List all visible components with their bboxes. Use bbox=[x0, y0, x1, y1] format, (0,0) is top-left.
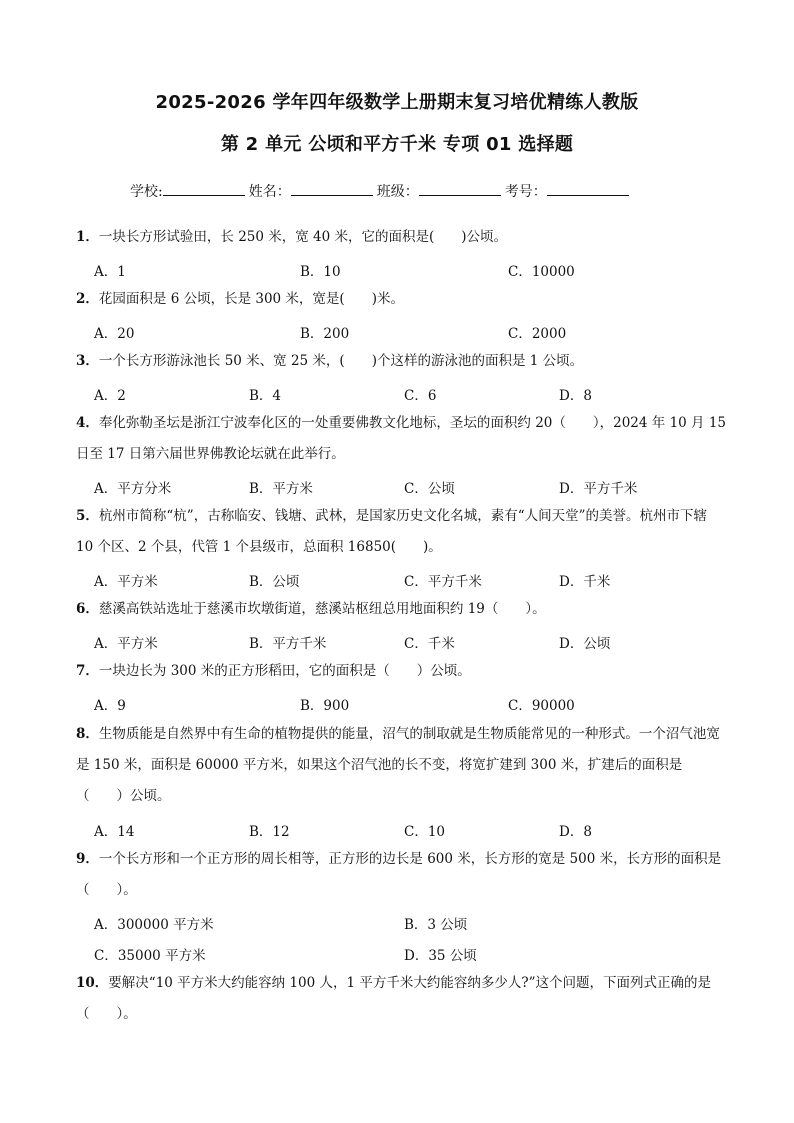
question-6-options bbox=[94, 632, 734, 652]
option-a[interactable]: A．平方米 bbox=[94, 574, 158, 590]
question-7 bbox=[76, 656, 726, 687]
question-9-options-row-2 bbox=[94, 944, 734, 964]
class-label: 班级： bbox=[376, 184, 419, 200]
option-a[interactable]: A．1 bbox=[94, 264, 126, 280]
page-subtitle: 第 2 单元 公顷和平方千米 专项 01 选择题 bbox=[220, 134, 574, 155]
question-text: 一个长方形游泳池长 50 米、宽 25 米，( )个这样的游泳池的面积是 1 公顷。 bbox=[98, 353, 584, 369]
question-1-options bbox=[94, 260, 734, 280]
option-a[interactable]: A．20 bbox=[94, 326, 135, 342]
question-7-options bbox=[94, 694, 734, 714]
option-b[interactable]: B．12 bbox=[249, 824, 290, 840]
option-c[interactable]: C．90000 bbox=[508, 698, 575, 714]
question-text: 一块长方形试验田，长 250 米，宽 40 米，它的面积是( )公顷。 bbox=[98, 229, 508, 245]
option-c[interactable]: C．6 bbox=[404, 388, 437, 404]
question-text: 一个长方形和一个正方形的周长相等，正方形的边长是 600 米，长方形的宽是 500 米，长方形的面积是（ ）。 bbox=[76, 851, 722, 898]
page-title: 2025-2026 学年四年级数学上册期末复习培优精练人教版 bbox=[155, 92, 639, 113]
question-2-options bbox=[94, 322, 734, 342]
question-2 bbox=[76, 284, 726, 315]
question-3-options bbox=[94, 384, 734, 404]
question-text: 杭州市简称“杭”，古称临安、钱塘、武林，是国家历史文化名城，素有“人间天堂”的美誉。杭州市下辖 10 个区、2 个县，代管 1 个县级市，总面积 16850( )。 bbox=[76, 508, 708, 555]
option-c[interactable]: C．35000 平方米 bbox=[94, 948, 206, 964]
option-d[interactable]: D．8 bbox=[559, 824, 592, 840]
question-3 bbox=[76, 346, 726, 377]
exam-number-field[interactable] bbox=[547, 181, 629, 196]
option-c[interactable]: C．2000 bbox=[508, 326, 567, 342]
exam-number-label: 考号： bbox=[504, 184, 547, 200]
option-a[interactable]: A．2 bbox=[94, 388, 126, 404]
option-b[interactable]: B．4 bbox=[249, 388, 282, 404]
question-text: 奉化弥勒圣坛是浙江宁波奉化区的一处重要佛教文化地标，圣坛的面积约 20（ ），2024 年 10 月 15 日至 17 日第六届世界佛教论坛就在此举行。 bbox=[76, 415, 727, 462]
option-b[interactable]: B．200 bbox=[300, 326, 350, 342]
option-b[interactable]: B．900 bbox=[300, 698, 350, 714]
question-5-options bbox=[94, 570, 734, 590]
question-number: 3． bbox=[76, 353, 99, 369]
question-8-options bbox=[94, 820, 734, 840]
question-number: 6． bbox=[76, 601, 99, 617]
class-field[interactable] bbox=[419, 181, 501, 196]
option-a[interactable]: A．14 bbox=[94, 824, 135, 840]
option-d[interactable]: D．35 公顷 bbox=[404, 948, 477, 964]
question-number: 4． bbox=[76, 415, 99, 431]
option-a[interactable]: A．平方分米 bbox=[94, 481, 172, 497]
option-b[interactable]: B．3 公顷 bbox=[404, 917, 468, 933]
option-d[interactable]: D．公顷 bbox=[559, 636, 611, 652]
question-5 bbox=[76, 501, 726, 563]
question-text: 要解决“10 平方米大约能容纳 100 人，1 平方千米大约能容纳多少人?”这个问题，下面列式正确的是（ ）。 bbox=[76, 975, 712, 1022]
question-text: 一块边长为 300 米的正方形稻田，它的面积是（ ）公顷。 bbox=[98, 663, 471, 679]
name-label: 姓名： bbox=[248, 184, 291, 200]
question-number: 8． bbox=[76, 726, 99, 742]
option-c[interactable]: C．平方千米 bbox=[404, 574, 482, 590]
option-a[interactable]: A．300000 平方米 bbox=[94, 917, 214, 933]
question-number: 5． bbox=[76, 508, 99, 524]
school-label: 学校: bbox=[130, 184, 163, 200]
question-9-options-row-1 bbox=[94, 913, 734, 933]
question-4-options bbox=[94, 477, 734, 497]
option-d[interactable]: D．8 bbox=[559, 388, 592, 404]
option-d[interactable]: D．平方千米 bbox=[559, 481, 638, 497]
school-field[interactable] bbox=[163, 181, 245, 196]
question-text: 慈溪高铁站选址于慈溪市坎墩街道，慈溪站枢纽总用地面积约 19（ ）。 bbox=[98, 601, 546, 617]
question-number: 1． bbox=[76, 229, 99, 245]
name-field[interactable] bbox=[291, 181, 373, 196]
question-number: 7． bbox=[76, 663, 99, 679]
question-text: 生物质能是自然界中有生命的植物提供的能量，沼气的制取就是生物质能常见的一种形式。一个沼气池宽是 150 米，面积是 60000 平方米，如果这个沼气池的长不变，将宽扩建到 300 米，扩建后的面积是（ ）公顷。 bbox=[76, 726, 720, 804]
question-6 bbox=[76, 594, 726, 625]
student-info-row bbox=[130, 181, 633, 201]
question-number: 2． bbox=[76, 291, 99, 307]
option-b[interactable]: B．平方米 bbox=[249, 481, 313, 497]
option-a[interactable]: A．9 bbox=[94, 698, 126, 714]
question-number: 10． bbox=[76, 975, 109, 991]
option-a[interactable]: A．平方米 bbox=[94, 636, 158, 652]
question-10 bbox=[76, 968, 726, 1030]
question-number: 9． bbox=[76, 851, 99, 867]
question-8 bbox=[76, 719, 726, 812]
option-b[interactable]: B．公顷 bbox=[249, 574, 300, 590]
option-b[interactable]: B．10 bbox=[300, 264, 341, 280]
question-text: 花园面积是 6 公顷，长是 300 米，宽是( )米。 bbox=[98, 291, 404, 307]
question-1 bbox=[76, 222, 726, 253]
option-c[interactable]: C．10000 bbox=[508, 264, 575, 280]
question-9 bbox=[76, 844, 726, 906]
option-d[interactable]: D．千米 bbox=[559, 574, 611, 590]
question-4 bbox=[76, 408, 726, 470]
option-b[interactable]: B．平方千米 bbox=[249, 636, 327, 652]
option-c[interactable]: C．千米 bbox=[404, 636, 455, 652]
option-c[interactable]: C．公顷 bbox=[404, 481, 455, 497]
option-c[interactable]: C．10 bbox=[404, 824, 446, 840]
